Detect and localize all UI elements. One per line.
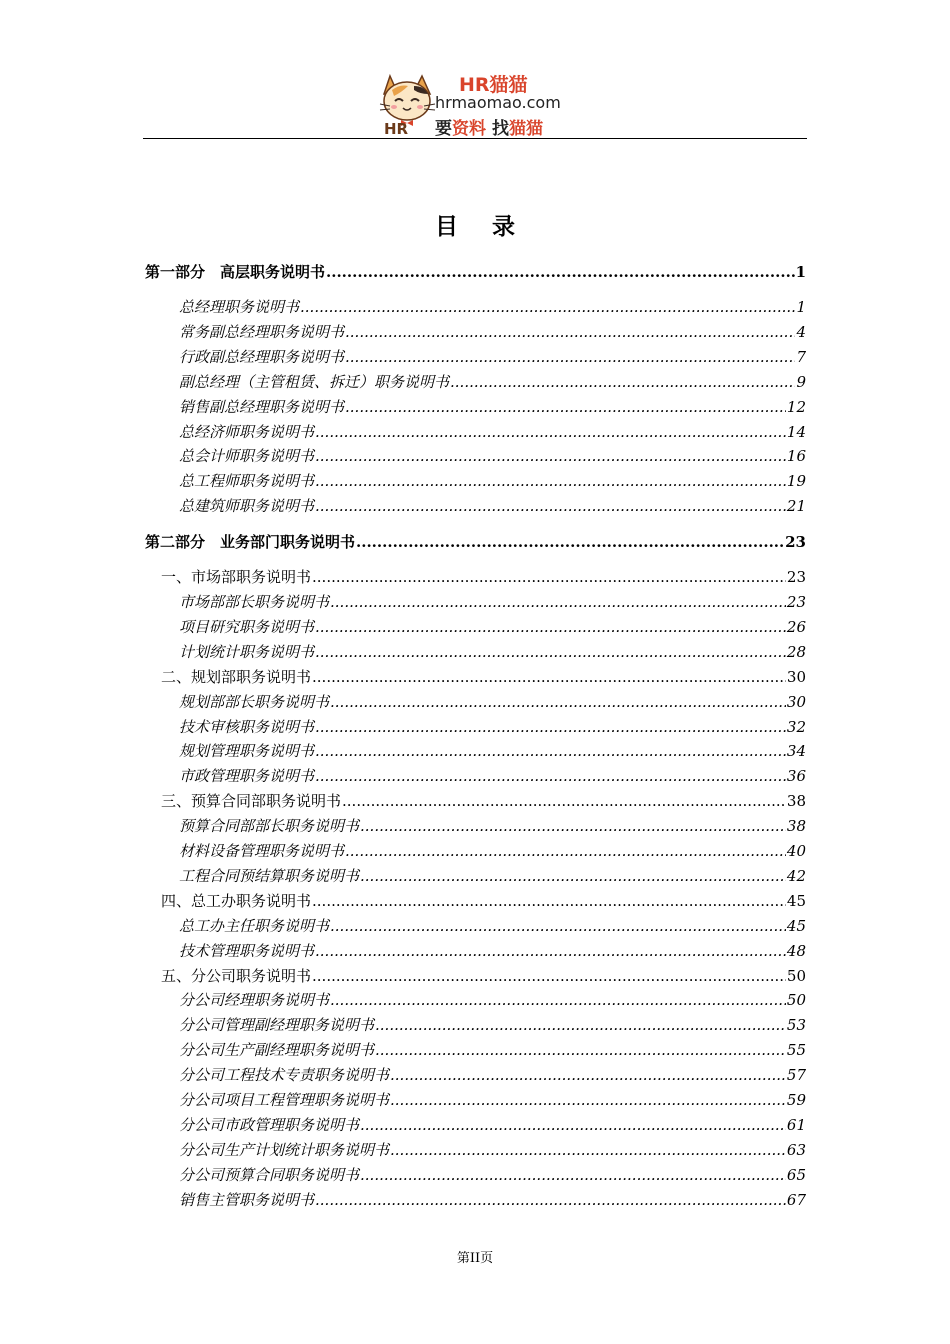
toc-entry-label: 工程合同预结算职务说明书 (179, 866, 360, 885)
toc-entry-label: 分公司管理副经理职务说明书 (179, 1016, 375, 1035)
toc-entry[interactable] (179, 866, 806, 886)
tagline-part-2: 资料 (452, 119, 486, 139)
toc-entry-page: 61 (786, 1115, 806, 1134)
toc-entry-label: 销售主管职务说明书 (179, 1190, 315, 1209)
toc-leader-dots (315, 741, 786, 761)
toc-leader-dots (360, 1115, 786, 1135)
toc-leader-dots (360, 816, 786, 836)
toc-entry-label: 销售副总经理职务说明书 (179, 397, 345, 416)
cat-mascot-icon (378, 68, 438, 136)
toc-entry[interactable] (179, 717, 806, 737)
toc-entry[interactable] (179, 617, 806, 637)
toc-entry-page: 1 (796, 298, 806, 316)
toc-entry-page: 45 (786, 891, 806, 910)
toc-entry-label: 分公司预算合同职务说明书 (179, 1165, 360, 1184)
toc-entry-label: 三、预算合同部职务说明书 (161, 792, 342, 811)
toc-leader-dots (342, 791, 786, 811)
toc-leader-dots (345, 841, 786, 861)
toc-leader-dots (356, 532, 784, 552)
toc-leader-dots (375, 1015, 786, 1035)
toc-entry[interactable] (179, 1065, 806, 1085)
toc-leader-dots (315, 471, 786, 491)
toc-entry-page: 26 (786, 617, 806, 636)
toc-entry[interactable] (179, 1140, 806, 1160)
toc-leader-dots (315, 422, 786, 442)
toc-entry-page: 23 (786, 593, 806, 611)
toc-entry[interactable] (179, 816, 806, 836)
toc-entry[interactable] (179, 941, 806, 961)
toc-leader-dots (330, 990, 786, 1010)
hrmaomao-logo (378, 68, 578, 139)
toc-entry[interactable] (179, 397, 806, 417)
toc-entry-label: 常务副总经理职务说明书 (179, 322, 345, 341)
toc-entry-label: 分公司生产计划统计职务说明书 (179, 1140, 390, 1159)
toc-entry-page: 65 (786, 1165, 806, 1184)
toc-leader-dots (300, 297, 795, 317)
logo-letters: HR (384, 120, 409, 136)
toc-entry-label: 总经理职务说明书 (179, 298, 300, 316)
toc-entry-label: 分公司生产副经理职务说明书 (179, 1041, 375, 1060)
toc-leader-dots (315, 766, 786, 786)
toc-entry[interactable] (179, 496, 806, 516)
toc-entry[interactable] (145, 532, 806, 552)
toc-entry[interactable] (179, 322, 806, 342)
toc-entry[interactable] (179, 1190, 806, 1210)
toc-entry-page: 50 (786, 991, 806, 1010)
toc-entry-label: 计划统计职务说明书 (179, 642, 315, 661)
toc-entry-page: 21 (786, 497, 806, 516)
toc-entry-page: 7 (796, 347, 806, 366)
toc-entry-page: 59 (786, 1091, 806, 1109)
toc-entry-label: 行政副总经理职务说明书 (179, 347, 345, 366)
toc-entry[interactable] (179, 741, 806, 761)
toc-entry[interactable] (179, 592, 806, 612)
toc-entry[interactable] (179, 1115, 806, 1135)
brand-tagline (435, 114, 543, 139)
toc-entry-label: 分公司项目工程管理职务说明书 (179, 1091, 390, 1109)
tagline-part-3: 找 (492, 119, 509, 139)
toc-entry[interactable] (179, 1015, 806, 1035)
toc-entry-label: 二、规划部职务说明书 (161, 667, 312, 686)
toc-entry-page: 36 (786, 767, 806, 786)
toc-entry-label: 材料设备管理职务说明书 (179, 842, 345, 860)
toc-leader-dots (312, 966, 786, 986)
toc-entry-page: 38 (786, 792, 806, 811)
toc-entry-page: 14 (786, 422, 806, 441)
toc-entry[interactable] (179, 1040, 806, 1060)
toc-entry-page: 23 (785, 533, 806, 552)
toc-leader-dots (315, 496, 786, 516)
toc-entry[interactable] (179, 297, 806, 317)
toc-entry-label: 项目研究职务说明书 (179, 617, 315, 636)
toc-entry-label: 第一部分 高层职务说明书 (145, 263, 326, 281)
toc-leader-dots (315, 617, 786, 637)
toc-entry-page: 30 (786, 692, 806, 711)
toc-leader-dots (390, 1140, 786, 1160)
tagline-part-4: 猫猫 (509, 119, 543, 139)
toc-leader-dots (345, 397, 786, 417)
toc-leader-dots (312, 567, 786, 587)
toc-leader-dots (315, 717, 786, 737)
toc-entry-page: 1 (795, 263, 806, 281)
tagline-part-1: 要 (435, 119, 452, 139)
toc-entry-page: 12 (786, 397, 806, 416)
toc-entry[interactable] (179, 692, 806, 712)
toc-entry[interactable] (161, 791, 806, 811)
toc-entry[interactable] (179, 916, 806, 936)
toc-entry[interactable] (161, 891, 806, 911)
toc-entry[interactable] (161, 966, 806, 986)
toc-leader-dots (390, 1090, 786, 1110)
toc-leader-dots (330, 592, 786, 612)
toc-leader-dots (315, 446, 786, 466)
toc-entry-page: 53 (786, 1016, 806, 1035)
toc-entry[interactable] (145, 262, 806, 282)
toc-entry-page: 28 (786, 642, 806, 661)
toc-entry-label: 规划管理职务说明书 (179, 742, 315, 761)
toc-entry-label: 五、分公司职务说明书 (161, 966, 312, 985)
toc-entry[interactable] (179, 1165, 806, 1185)
toc-entry-page: 67 (786, 1190, 806, 1209)
toc-entry-label: 预算合同部部长职务说明书 (179, 817, 360, 836)
toc-entry[interactable] (179, 841, 806, 861)
toc-entry-page: 4 (796, 322, 806, 341)
toc-entry-label: 分公司工程技术专责职务说明书 (179, 1066, 390, 1085)
toc-leader-dots (360, 1165, 786, 1185)
toc-entry-label: 规划部部长职务说明书 (179, 692, 330, 711)
toc-entry-label: 市场部部长职务说明书 (179, 593, 330, 611)
toc-leader-dots (375, 1040, 786, 1060)
page-header (143, 66, 807, 139)
page-number-footer: 第II页 (456, 1251, 494, 1266)
toc-entry[interactable] (179, 990, 806, 1010)
toc-entry[interactable] (179, 766, 806, 786)
toc-entry-label: 副总经理（主管租赁、拆迁）职务说明书 (179, 372, 450, 391)
toc-leader-dots (360, 866, 786, 886)
toc-leader-dots (312, 667, 786, 687)
toc-entry-label: 技术管理职务说明书 (179, 941, 315, 960)
toc-entry-label: 市政管理职务说明书 (179, 767, 315, 786)
toc-leader-dots (315, 941, 786, 961)
toc-entry-page: 30 (786, 667, 806, 686)
toc-leader-dots (330, 916, 786, 936)
toc-entry[interactable] (179, 471, 806, 491)
toc-entry[interactable] (179, 642, 806, 662)
toc-leader-dots (330, 692, 786, 712)
toc-entry-page: 16 (786, 447, 806, 466)
toc-entry-page: 32 (786, 717, 806, 736)
toc-entry-page: 48 (786, 941, 806, 960)
toc-entry-label: 总工办主任职务说明书 (179, 916, 330, 935)
toc-entry-page: 9 (796, 372, 806, 391)
toc-entry-label: 总会计师职务说明书 (179, 447, 315, 466)
toc-entry[interactable] (179, 372, 806, 392)
toc-entry-page: 38 (786, 817, 806, 836)
toc-leader-dots (315, 1190, 786, 1210)
toc-leader-dots (450, 372, 795, 392)
toc-entry-label: 总建筑师职务说明书 (179, 497, 315, 516)
toc-entry[interactable] (161, 567, 806, 587)
toc-leader-dots (315, 642, 786, 662)
toc-entry-label: 总工程师职务说明书 (179, 472, 315, 491)
toc-entry-label: 总经济师职务说明书 (179, 422, 315, 441)
toc-entry-label: 分公司市政管理职务说明书 (179, 1115, 360, 1134)
toc-entry-label: 第二部分 业务部门职务说明书 (145, 533, 356, 552)
toc-entry-page: 23 (786, 568, 806, 587)
toc-entry-label: 技术审核职务说明书 (179, 717, 315, 736)
toc-entry-page: 34 (786, 742, 806, 761)
toc-entry-page: 42 (786, 866, 806, 885)
toc-entry[interactable] (161, 667, 806, 687)
toc-entry-page: 45 (786, 916, 806, 935)
toc-leader-dots (326, 262, 795, 282)
toc-entry-page: 57 (786, 1066, 806, 1085)
toc-entry-page: 19 (786, 472, 806, 491)
toc-entry-page: 50 (786, 966, 806, 985)
toc-entry[interactable] (179, 347, 806, 367)
toc-entry-label: 一、市场部职务说明书 (161, 568, 312, 587)
toc-entry-page: 40 (786, 842, 806, 860)
brand-name: HR猫猫 (459, 74, 528, 96)
toc-entry-label: 分公司经理职务说明书 (179, 991, 330, 1010)
toc-leader-dots (345, 347, 795, 367)
brand-domain: hrmaomao.com (435, 93, 561, 112)
toc-leader-dots (312, 891, 786, 911)
toc-entry-page: 55 (786, 1041, 806, 1060)
toc-leader-dots (390, 1065, 786, 1085)
page-title: 目录 (435, 213, 549, 240)
toc-entry[interactable] (179, 1090, 806, 1110)
toc-entry[interactable] (179, 422, 806, 442)
toc-entry-label: 四、总工办职务说明书 (161, 891, 312, 910)
toc-entry-page: 63 (786, 1140, 806, 1159)
toc-entry[interactable] (179, 446, 806, 466)
toc-leader-dots (345, 322, 795, 342)
